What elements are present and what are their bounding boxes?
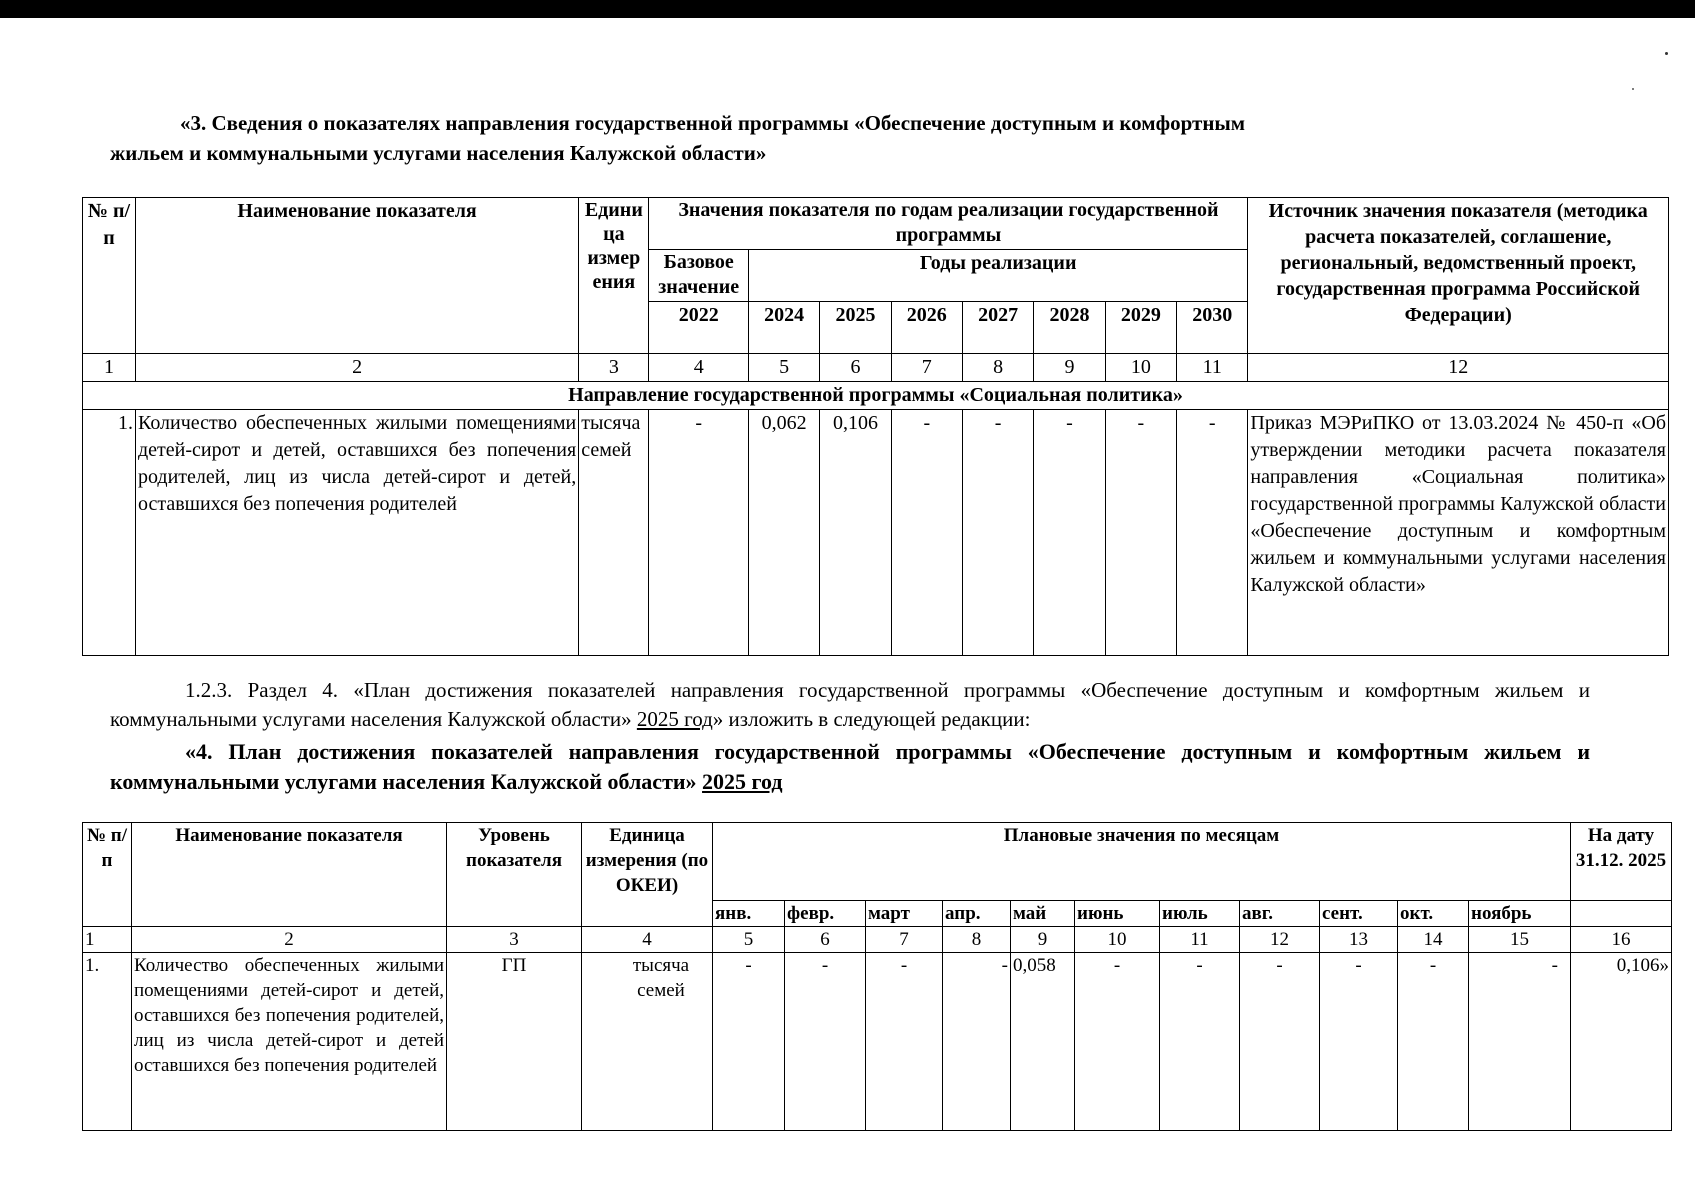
header-year: 2024 [748,302,819,354]
column-numbers-row [83,927,1672,953]
col-number: 11 [1160,927,1240,953]
col-number: 1 [83,354,136,382]
col-number: 5 [748,354,819,382]
row-value: - [891,410,962,656]
header-num: № п/п [83,823,132,927]
col-number: 8 [962,354,1033,382]
section-row-social-policy: Направление государственной программы «Социальная политика» [83,382,1669,410]
row-name: Количество обеспеченных жилыми помещениями детей-сирот и детей, оставшихся без попечения родителей, лиц из числа детей-сирот и детей оставшихся без попечения родителей [132,953,447,1131]
row-base: - [649,410,748,656]
col-number: 7 [891,354,962,382]
row-unit: тысяча семей [579,410,649,656]
column-numbers-row [83,354,1669,382]
header-month: май [1011,901,1075,927]
header-values-group: Значения показателя по годам реализации государственной программы [649,198,1248,250]
col-number: 16 [1571,927,1672,953]
section4-heading-text: «4. План достижения показателей направления государственной программы «Обеспечение доступным и комфортным жильем и коммунальными услугами населения Калужской области» [110,739,1590,794]
row-source: Приказ МЭРиПКО от 13.03.2024 № 450-п «Об утверждении методики расчета показателя направления «Социальная политика» государственной программы Калужской области «Обеспечение доступным и комфортным жильем и коммунальными услугами населения Калужской области» [1248,410,1669,656]
header-month: март [866,901,943,927]
header-years-group: Годы реализации [748,250,1247,302]
row-unit: тысяча семей [582,953,713,1131]
col-number: 7 [866,927,943,953]
col-number: 3 [579,354,649,382]
header-unit: Единица измерения (по ОКЕИ) [582,823,713,927]
header-unit: Едини ца измер ения [579,198,649,354]
row-month-value: - [1320,953,1398,1131]
col-number: 12 [1240,927,1320,953]
row-level: ГП [447,953,582,1131]
row-num: 1. [83,953,132,1131]
col-number: 8 [943,927,1011,953]
paragraph-year: 2025 год [636,707,713,731]
paragraph-text-end: » изложить в следующей редакции: [712,707,1031,731]
header-source: Источник значения показателя (методика расчета показателей, соглашение, региональный, ведомственный проект, государственная программа Российской Федерации) [1248,198,1669,354]
col-number: 11 [1176,354,1247,382]
header-month: сент. [1320,901,1398,927]
col-number: 2 [132,927,447,953]
monthly-plan-table [82,822,1672,1131]
row-month-value: - [1469,953,1571,1131]
header-base-year: 2022 [649,302,748,354]
section3-heading-line2: жильем и коммунальными услугами населения Калужской области» [110,141,767,165]
col-number: 12 [1248,354,1669,382]
header-year: 2027 [962,302,1033,354]
header-month: янв. [713,901,785,927]
row-value: 0,062 [748,410,819,656]
row-month-value: - [1398,953,1469,1131]
header-year: 2026 [891,302,962,354]
header-year: 2029 [1105,302,1176,354]
header-monthly-group: Плановые значения по месяцам [713,823,1571,901]
col-number: 13 [1320,927,1398,953]
top-black-border [0,0,1695,18]
row-value: - [962,410,1033,656]
col-number: 3 [447,927,582,953]
header-level: Уровень показателя [447,823,582,927]
row-num: 1. [83,410,136,656]
col-number: 9 [1034,354,1105,382]
row-month-value: - [1160,953,1240,1131]
header-num: № п/п [83,198,136,354]
header-base: Базовое значение [649,250,748,302]
scan-speck [1665,52,1668,55]
col-number: 9 [1011,927,1075,953]
header-name: Наименование показателя [135,198,578,354]
col-number: 6 [820,354,891,382]
row-month-value: 0,058 [1011,953,1075,1131]
header-date: На дату 31.12. 2025 [1571,823,1672,901]
col-number: 1 [83,927,132,953]
paragraph-text: 1.2.3. Раздел 4. «План достижения показателей направления государственной программы «Обеспечение доступным и комфортным жильем и коммунальными услугами населения Калужской области» [110,678,1590,731]
col-number: 10 [1105,354,1176,382]
col-number: 5 [713,927,785,953]
header-month: июнь [1075,901,1160,927]
row-month-value: - [1075,953,1160,1131]
row-value: - [1105,410,1176,656]
col-number: 6 [785,927,866,953]
col-number: 10 [1075,927,1160,953]
scan-speck [1632,88,1634,90]
row-value: 0,106 [820,410,891,656]
header-month: авг. [1240,901,1320,927]
row-month-value: - [866,953,943,1131]
row-value: - [1176,410,1247,656]
section4-heading [110,737,1590,797]
row-month-value: - [943,953,1011,1131]
header-month: окт. [1398,901,1469,927]
section3-heading [110,108,1590,168]
header-name: Наименование показателя [132,823,447,927]
row-month-value: - [785,953,866,1131]
col-number: 15 [1469,927,1571,953]
row-value: - [1034,410,1105,656]
header-month: ноябрь [1469,901,1571,927]
row-final-value: 0,106» [1571,953,1672,1131]
header-year: 2030 [1176,302,1247,354]
table-row [83,953,1672,1131]
header-month: апр. [943,901,1011,927]
row-month-value: - [713,953,785,1131]
header-month: февр. [785,901,866,927]
header-year: 2025 [820,302,891,354]
section3-heading-line1: «3. Сведения о показателях направления государственной программы «Обеспечение доступным и комфортным [180,111,1246,135]
header-month: июль [1160,901,1240,927]
table-row [83,410,1669,656]
col-number: 14 [1398,927,1469,953]
header-year: 2028 [1034,302,1105,354]
row-month-value: - [1240,953,1320,1131]
header-empty [1571,901,1672,927]
row-name: Количество обеспеченных жилыми помещениями детей-сирот и детей, оставшихся без попечения родителей, лиц из числа детей-сирот и детей, оставшихся без попечения родителей [135,410,578,656]
section4-heading-year: 2025 год [702,769,783,794]
indicators-table [82,197,1669,656]
col-number: 2 [135,354,578,382]
col-number: 4 [582,927,713,953]
col-number: 4 [649,354,748,382]
amendment-paragraph [110,676,1590,734]
